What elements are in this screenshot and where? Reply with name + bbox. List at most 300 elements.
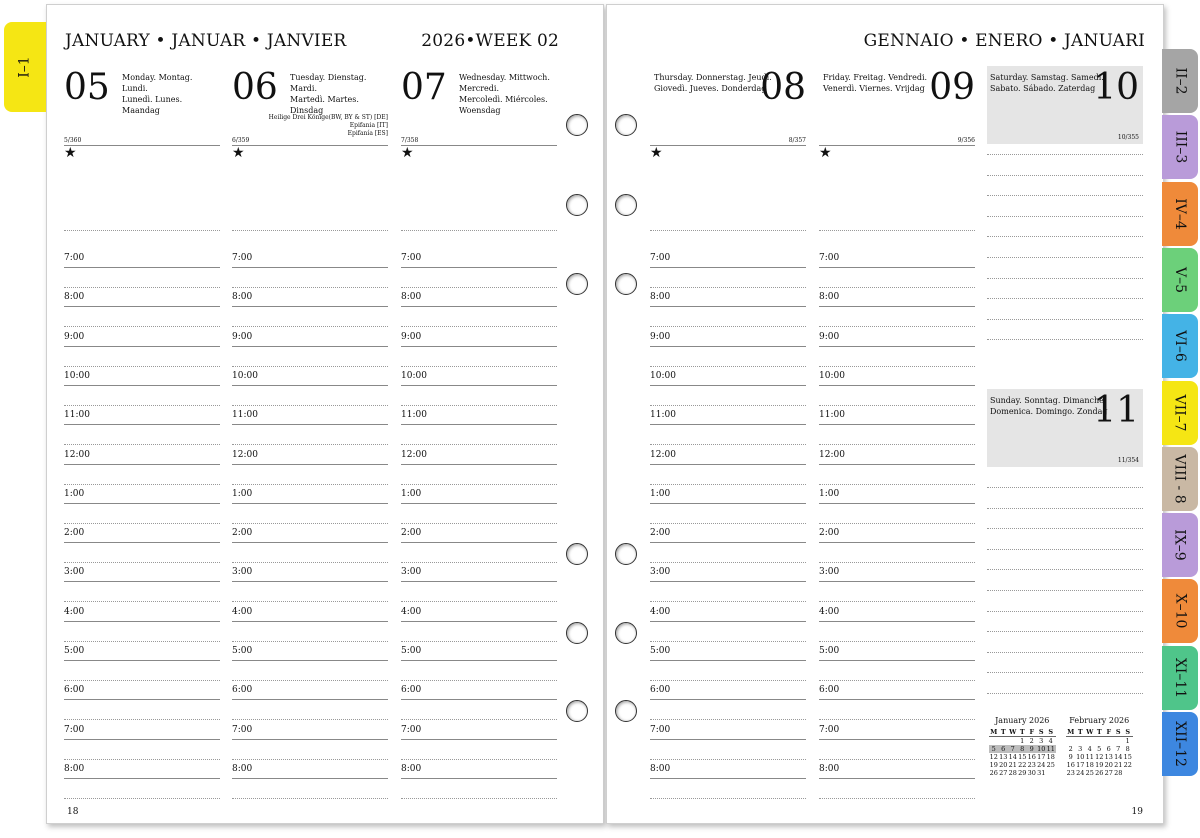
line bbox=[987, 549, 1143, 550]
line bbox=[401, 267, 557, 268]
time-label: 7:00 bbox=[819, 253, 840, 263]
day-of-year: 11/354 bbox=[1117, 457, 1139, 464]
line bbox=[64, 641, 220, 642]
line bbox=[64, 798, 220, 799]
line bbox=[401, 719, 557, 720]
calendar-date: 21 bbox=[1114, 761, 1123, 769]
time-label: 3:00 bbox=[401, 567, 422, 578]
line bbox=[650, 267, 806, 268]
time-label: 10:00 bbox=[819, 370, 845, 381]
calendar-date: 9 bbox=[1068, 753, 1073, 761]
time-label: 8:00 bbox=[650, 763, 671, 774]
time-label: 3:00 bbox=[64, 567, 85, 578]
line bbox=[232, 484, 388, 485]
line bbox=[987, 339, 1143, 340]
day-number: 08 bbox=[760, 67, 806, 108]
binder-hole bbox=[566, 194, 588, 216]
binder-hole bbox=[615, 114, 637, 136]
time-label: 5:00 bbox=[819, 646, 840, 656]
time-label: 10:00 bbox=[232, 370, 258, 381]
calendar-date bbox=[1085, 737, 1095, 746]
line bbox=[401, 306, 557, 307]
month-tab[interactable] bbox=[1162, 579, 1198, 643]
day-number: 06 bbox=[232, 67, 278, 108]
line bbox=[64, 326, 220, 327]
day-of-year: 5/360 bbox=[64, 137, 82, 144]
time-label: 11:00 bbox=[232, 410, 258, 421]
calendar-date: 2 bbox=[1068, 745, 1073, 753]
line bbox=[64, 366, 220, 367]
month-tab[interactable] bbox=[1162, 115, 1198, 179]
line bbox=[650, 601, 806, 602]
calendar-date: 12 bbox=[1095, 753, 1104, 761]
calendar-date: 18 bbox=[1046, 753, 1055, 761]
month-tab-label: XI–11 bbox=[1172, 657, 1188, 699]
time-label: 6:00 bbox=[232, 685, 253, 696]
line bbox=[64, 230, 220, 231]
time-label: 4:00 bbox=[64, 606, 85, 617]
line bbox=[232, 366, 388, 367]
line bbox=[64, 503, 220, 504]
calendar-date: 6 bbox=[999, 745, 1009, 753]
calendar-date bbox=[1104, 737, 1114, 746]
time-label: 9:00 bbox=[401, 331, 422, 342]
calendar-date: 4 bbox=[1048, 737, 1053, 745]
time-label: 6:00 bbox=[819, 685, 840, 696]
line bbox=[987, 631, 1143, 632]
line bbox=[64, 405, 220, 406]
binder-hole bbox=[615, 622, 637, 644]
star-icon: ★ bbox=[819, 145, 832, 161]
line bbox=[232, 424, 388, 425]
line bbox=[650, 719, 806, 720]
line bbox=[650, 366, 806, 367]
line bbox=[401, 287, 557, 288]
time-label: 3:00 bbox=[819, 567, 840, 578]
month-tab-label: XII–12 bbox=[1172, 721, 1188, 767]
calendar-date: 26 bbox=[989, 769, 998, 777]
calendar-date: 9 bbox=[1027, 745, 1037, 753]
mini-calendar-title: January 2026 bbox=[995, 716, 1050, 725]
line bbox=[987, 693, 1143, 694]
month-tab[interactable] bbox=[1162, 513, 1198, 577]
line bbox=[64, 778, 220, 779]
time-label: 11:00 bbox=[64, 410, 90, 421]
month-tab-label: IX–9 bbox=[1172, 529, 1188, 561]
calendar-date: 13 bbox=[999, 753, 1008, 761]
calendar-date: 17 bbox=[1076, 761, 1085, 769]
time-label: 7:00 bbox=[819, 724, 840, 735]
month-tab[interactable] bbox=[1162, 314, 1198, 378]
star-icon: ★ bbox=[650, 145, 663, 161]
calendar-date: 16 bbox=[1027, 753, 1036, 761]
line bbox=[650, 562, 806, 563]
line bbox=[819, 306, 975, 307]
holiday-note: Heilige Drei Könige(BW, BY & ST) [DE] Epifania [IT] Epifanía [ES] bbox=[268, 114, 388, 137]
calendar-date: 22 bbox=[1123, 761, 1132, 769]
calendar-date: 3 bbox=[1039, 737, 1044, 745]
time-label: 4:00 bbox=[650, 606, 671, 617]
line bbox=[987, 569, 1143, 570]
mini-calendar-january bbox=[989, 716, 1056, 777]
month-tab[interactable] bbox=[1162, 712, 1198, 776]
calendar-date: 6 bbox=[1106, 745, 1111, 753]
line bbox=[401, 346, 557, 347]
line bbox=[819, 405, 975, 406]
time-label: 5:00 bbox=[232, 646, 253, 656]
time-label: 7:00 bbox=[232, 724, 253, 735]
line bbox=[650, 739, 806, 740]
line bbox=[64, 719, 220, 720]
line bbox=[650, 798, 806, 799]
calendar-date: 3 bbox=[1078, 745, 1083, 753]
calendar-date: 14 bbox=[1114, 753, 1123, 761]
line bbox=[232, 581, 388, 582]
line bbox=[819, 326, 975, 327]
line bbox=[232, 464, 388, 465]
calendar-date: 23 bbox=[1066, 769, 1075, 777]
time-label: 4:00 bbox=[401, 606, 422, 617]
line bbox=[650, 230, 806, 231]
line bbox=[401, 778, 557, 779]
line bbox=[650, 699, 806, 700]
calendar-date: 17 bbox=[1037, 753, 1046, 761]
time-label: 1:00 bbox=[650, 488, 671, 499]
line bbox=[232, 778, 388, 779]
line bbox=[232, 680, 388, 681]
line bbox=[64, 562, 220, 563]
time-label: 7:00 bbox=[650, 724, 671, 735]
month-header-right: GENNAIO • ENERO • JANUARI bbox=[863, 31, 1145, 51]
binder-hole bbox=[615, 700, 637, 722]
star-icon: ★ bbox=[232, 145, 245, 161]
line bbox=[401, 230, 557, 231]
line bbox=[819, 581, 975, 582]
line bbox=[650, 326, 806, 327]
calendar-date: 16 bbox=[1066, 761, 1075, 769]
weekday-label: S bbox=[1123, 728, 1133, 737]
line bbox=[64, 346, 220, 347]
calendar-date: 5 bbox=[1097, 745, 1102, 753]
calendar-date: 19 bbox=[989, 761, 998, 769]
line bbox=[650, 405, 806, 406]
calendar-date: 10 bbox=[1076, 753, 1085, 761]
line bbox=[401, 680, 557, 681]
line bbox=[64, 660, 220, 661]
weekday-label: M bbox=[990, 728, 998, 736]
time-label: 12:00 bbox=[64, 449, 90, 460]
time-label: 4:00 bbox=[819, 606, 840, 617]
calendar-date: 1 bbox=[1020, 737, 1025, 745]
line bbox=[650, 464, 806, 465]
calendar-date: 7 bbox=[1008, 745, 1018, 753]
divider bbox=[650, 145, 806, 146]
day-name: Monday. Montag. Lundi. Lunedì. Lunes. Maandag bbox=[122, 73, 193, 115]
calendar-date: 14 bbox=[1008, 753, 1017, 761]
weekday-label: S bbox=[1114, 728, 1124, 737]
month-tab[interactable] bbox=[1162, 646, 1198, 710]
month-tab[interactable] bbox=[1162, 49, 1198, 113]
calendar-date: 19 bbox=[1095, 761, 1104, 769]
line bbox=[819, 464, 975, 465]
line bbox=[987, 298, 1143, 299]
binder-hole bbox=[566, 622, 588, 644]
calendar-date: 24 bbox=[1076, 769, 1085, 777]
line bbox=[819, 385, 975, 386]
day-of-year: 9/356 bbox=[957, 137, 975, 144]
time-label: 5:00 bbox=[401, 646, 422, 656]
line bbox=[650, 759, 806, 760]
calendar-date: 7 bbox=[1116, 745, 1121, 753]
weekend-day-box bbox=[987, 389, 1143, 467]
line bbox=[819, 542, 975, 543]
line bbox=[819, 660, 975, 661]
time-label: 1:00 bbox=[819, 488, 840, 499]
calendar-date: 18 bbox=[1085, 761, 1094, 769]
day-number: 07 bbox=[401, 67, 447, 108]
line bbox=[232, 719, 388, 720]
line bbox=[401, 464, 557, 465]
binder-hole bbox=[566, 273, 588, 295]
calendar-date: 8 bbox=[1125, 745, 1130, 753]
day-number: 05 bbox=[64, 67, 110, 108]
line bbox=[401, 660, 557, 661]
weekday-label: S bbox=[1046, 728, 1056, 737]
line bbox=[232, 601, 388, 602]
line bbox=[232, 503, 388, 504]
calendar-date: 12 bbox=[989, 753, 998, 761]
line bbox=[232, 562, 388, 563]
line bbox=[64, 523, 220, 524]
month-tab-label: VIII - 8 bbox=[1172, 454, 1188, 504]
line bbox=[987, 590, 1143, 591]
calendar-date bbox=[999, 737, 1009, 746]
time-label: 8:00 bbox=[819, 763, 840, 774]
line bbox=[401, 641, 557, 642]
line bbox=[987, 528, 1143, 529]
calendar-date bbox=[1114, 737, 1124, 746]
line bbox=[232, 739, 388, 740]
time-label: 3:00 bbox=[232, 567, 253, 578]
month-tab[interactable] bbox=[1162, 248, 1198, 312]
line bbox=[650, 621, 806, 622]
line bbox=[987, 319, 1143, 320]
calendar-date: 20 bbox=[999, 761, 1008, 769]
line bbox=[232, 699, 388, 700]
day-of-year: 10/355 bbox=[1117, 134, 1139, 141]
day-name: Sunday. Sonntag. Dimanche. Domenica. Domingo. Zondag bbox=[990, 396, 1108, 416]
line bbox=[64, 464, 220, 465]
calendar-date: 23 bbox=[1027, 761, 1036, 769]
day-name: Friday. Freitag. Vendredi. Venerdì. Viernes. Vrijdag bbox=[823, 73, 928, 93]
month-header-left: JANUARY • JANUAR • JANVIER bbox=[65, 31, 347, 51]
line bbox=[232, 641, 388, 642]
calendar-date: 30 bbox=[1027, 769, 1036, 777]
line bbox=[819, 778, 975, 779]
line bbox=[819, 699, 975, 700]
calendar-date bbox=[1076, 737, 1086, 746]
time-label: 11:00 bbox=[819, 410, 845, 421]
line bbox=[987, 257, 1143, 258]
line bbox=[650, 581, 806, 582]
line bbox=[987, 278, 1143, 279]
line bbox=[650, 424, 806, 425]
calendar-date: 27 bbox=[1104, 769, 1113, 777]
day-number: 09 bbox=[929, 67, 975, 108]
line bbox=[650, 444, 806, 445]
line bbox=[650, 542, 806, 543]
time-label: 8:00 bbox=[64, 292, 85, 303]
time-label: 8:00 bbox=[64, 763, 85, 774]
time-label: 7:00 bbox=[64, 253, 85, 263]
day-name: Wednesday. Mittwoch. Mercredi. Mercoledì. Miércoles. Woensdag bbox=[459, 73, 550, 115]
line bbox=[64, 385, 220, 386]
star-icon: ★ bbox=[401, 145, 414, 161]
line bbox=[401, 424, 557, 425]
weekday-label: M bbox=[1067, 728, 1075, 736]
time-label: 12:00 bbox=[819, 449, 845, 460]
month-tab[interactable] bbox=[4, 22, 46, 112]
line bbox=[401, 326, 557, 327]
line bbox=[64, 424, 220, 425]
time-label: 2:00 bbox=[819, 528, 840, 539]
day-number: 11 bbox=[1093, 390, 1139, 431]
time-label: 1:00 bbox=[232, 488, 253, 499]
time-label: 11:00 bbox=[650, 410, 676, 421]
day-of-year: 8/357 bbox=[788, 137, 806, 144]
time-label: 8:00 bbox=[819, 292, 840, 303]
calendar-date bbox=[1046, 769, 1056, 777]
line bbox=[64, 621, 220, 622]
line bbox=[401, 759, 557, 760]
weekend-day-box bbox=[987, 66, 1143, 144]
month-tab[interactable] bbox=[1162, 447, 1198, 511]
calendar-date: 24 bbox=[1037, 761, 1046, 769]
line bbox=[987, 175, 1143, 176]
line bbox=[232, 230, 388, 231]
line bbox=[64, 444, 220, 445]
month-tab[interactable] bbox=[1162, 182, 1198, 246]
line bbox=[987, 672, 1143, 673]
page-number-left: 18 bbox=[67, 807, 79, 817]
line bbox=[232, 346, 388, 347]
time-label: 9:00 bbox=[232, 331, 253, 342]
line bbox=[819, 680, 975, 681]
month-tab-label: V–5 bbox=[1172, 266, 1188, 294]
time-label: 2:00 bbox=[64, 528, 85, 539]
line bbox=[64, 581, 220, 582]
weekday-label: T bbox=[1018, 728, 1028, 737]
line bbox=[64, 739, 220, 740]
line bbox=[401, 503, 557, 504]
line bbox=[401, 562, 557, 563]
star-icon: ★ bbox=[64, 145, 77, 161]
time-label: 2:00 bbox=[650, 528, 671, 539]
day-number: 10 bbox=[1093, 67, 1139, 108]
line bbox=[819, 503, 975, 504]
calendar-date: 27 bbox=[999, 769, 1008, 777]
line bbox=[819, 444, 975, 445]
time-label: 2:00 bbox=[232, 528, 253, 539]
calendar-date: 8 bbox=[1018, 745, 1028, 753]
line bbox=[401, 798, 557, 799]
line bbox=[64, 680, 220, 681]
time-label: 6:00 bbox=[64, 685, 85, 696]
time-label: 8:00 bbox=[232, 763, 253, 774]
time-label: 6:00 bbox=[650, 685, 671, 696]
line bbox=[819, 719, 975, 720]
line bbox=[987, 236, 1143, 237]
line bbox=[401, 699, 557, 700]
line bbox=[232, 621, 388, 622]
line bbox=[232, 798, 388, 799]
line bbox=[64, 267, 220, 268]
calendar-date bbox=[1008, 737, 1018, 746]
time-label: 7:00 bbox=[650, 253, 671, 263]
binder-hole bbox=[615, 543, 637, 565]
line bbox=[401, 405, 557, 406]
line bbox=[819, 621, 975, 622]
calendar-date: 29 bbox=[1018, 769, 1027, 777]
line bbox=[232, 523, 388, 524]
line bbox=[819, 346, 975, 347]
line bbox=[987, 195, 1143, 196]
calendar-date: 25 bbox=[1085, 769, 1094, 777]
line bbox=[64, 699, 220, 700]
line bbox=[819, 484, 975, 485]
calendar-date: 26 bbox=[1095, 769, 1104, 777]
time-label: 12:00 bbox=[232, 449, 258, 460]
time-label: 5:00 bbox=[650, 646, 671, 656]
day-of-year: 7/358 bbox=[401, 137, 419, 144]
line bbox=[650, 523, 806, 524]
time-label: 11:00 bbox=[401, 410, 427, 421]
calendar-date: 1 bbox=[1125, 737, 1130, 745]
line bbox=[64, 542, 220, 543]
time-label: 7:00 bbox=[401, 253, 422, 263]
calendar-date bbox=[1123, 769, 1133, 777]
calendar-date: 2 bbox=[1029, 737, 1034, 745]
line bbox=[987, 487, 1143, 488]
line bbox=[987, 611, 1143, 612]
calendar-date: 20 bbox=[1104, 761, 1113, 769]
calendar-date: 5 bbox=[989, 745, 999, 753]
line bbox=[232, 287, 388, 288]
calendar-date: 21 bbox=[1008, 761, 1017, 769]
month-tab-label: IV–4 bbox=[1172, 198, 1188, 230]
month-tab[interactable] bbox=[1162, 381, 1198, 445]
divider bbox=[64, 145, 220, 146]
line bbox=[987, 154, 1143, 155]
line bbox=[401, 523, 557, 524]
line bbox=[401, 385, 557, 386]
line bbox=[401, 542, 557, 543]
line bbox=[819, 601, 975, 602]
day-column bbox=[819, 66, 975, 806]
divider bbox=[232, 145, 388, 146]
line bbox=[64, 306, 220, 307]
line bbox=[819, 759, 975, 760]
day-column bbox=[650, 66, 806, 806]
day-of-year: 6/359 bbox=[232, 137, 250, 144]
weekday-label: T bbox=[999, 728, 1009, 737]
line bbox=[650, 306, 806, 307]
line bbox=[401, 444, 557, 445]
line bbox=[64, 601, 220, 602]
weekday-label: W bbox=[1086, 728, 1094, 736]
line bbox=[232, 385, 388, 386]
line bbox=[401, 581, 557, 582]
